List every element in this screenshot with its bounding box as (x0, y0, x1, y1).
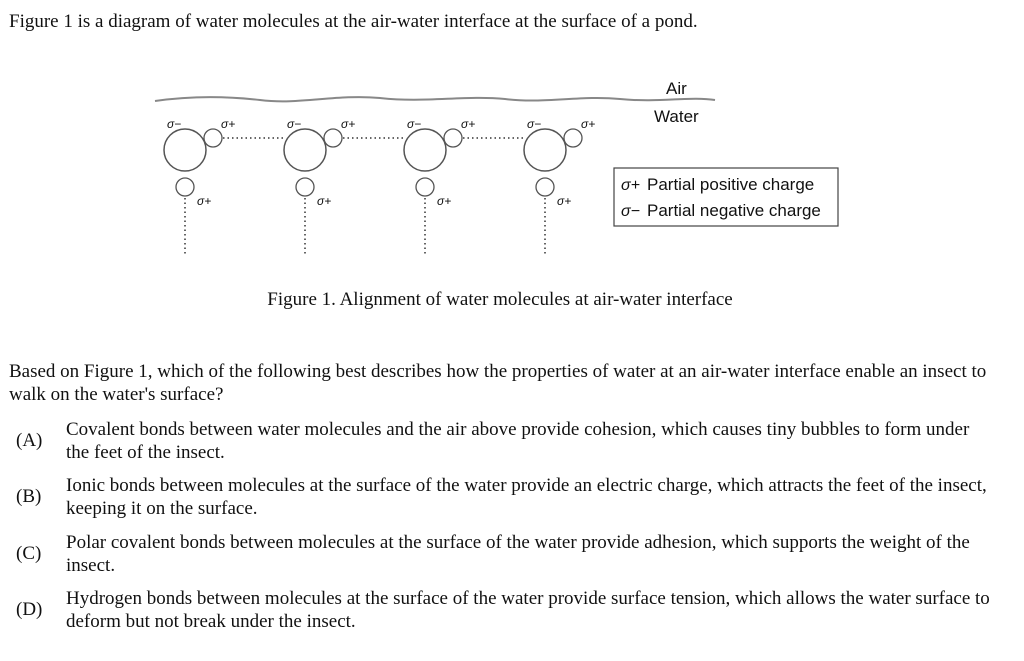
intro-text: Figure 1 is a diagram of water molecules at the air-water interface at the surface of a pond. (9, 11, 698, 32)
water-label: Water (654, 107, 699, 126)
choice-c-text: Polar covalent bonds between molecules at the surface of the water provide adhesion, which supports the weight of the insect. (66, 532, 970, 576)
hydrogen-atom-right-4 (564, 129, 582, 147)
hydrogen-atom-bottom-4 (536, 178, 554, 196)
positive-charge-label-2: σ+ (341, 117, 356, 131)
choice-c-letter: (C) (16, 543, 42, 564)
air-label: Air (666, 79, 687, 98)
choice-d-letter: (D) (16, 599, 43, 620)
legend-negative-text: Partial negative charge (647, 201, 821, 220)
legend-negative-symbol: σ− (621, 203, 640, 220)
choice-a-text: Covalent bonds between water molecules and the air above provide cohesion, which causes tiny bubbles to form under the feet of the insect. (66, 419, 970, 463)
molecule-row (164, 117, 595, 255)
oxygen-atom-3 (404, 129, 446, 171)
legend-positive-symbol: σ+ (621, 177, 640, 194)
water-molecules-figure (150, 70, 850, 270)
choice-b-text: Ionic bonds between molecules at the surface of the water provide an electric charge, which attracts the feet of the insect, keeping it on the surface. (66, 475, 987, 519)
oxygen-atom-4 (524, 129, 566, 171)
charge-legend (614, 168, 838, 226)
choice-d-text: Hydrogen bonds between molecules at the surface of the water provide surface tension, which allows the water surface to deform but not break under the insect. (66, 588, 990, 632)
hydrogen-atom-right-1 (204, 129, 222, 147)
negative-charge-label-1: σ− (167, 117, 182, 131)
negative-charge-label-3: σ− (407, 117, 422, 131)
positive-charge-label-3: σ+ (461, 117, 476, 131)
positive-charge-label-bottom-1: σ+ (197, 194, 212, 208)
positive-charge-label-4: σ+ (581, 117, 596, 131)
question-stem: Based on Figure 1, which of the following best describes how the properties of water at an air-water interface enable an insect to walk on the water's surface? (9, 361, 987, 405)
hydrogen-atom-bottom-2 (296, 178, 314, 196)
water-surface-line (155, 97, 715, 101)
hydrogen-atom-right-2 (324, 129, 342, 147)
legend-positive-text: Partial positive charge (647, 175, 815, 194)
negative-charge-label-4: σ− (527, 117, 542, 131)
hydrogen-atom-bottom-3 (416, 178, 434, 196)
choice-a-letter: (A) (16, 430, 43, 451)
negative-charge-label-2: σ− (287, 117, 302, 131)
figure-caption: Figure 1. Alignment of water molecules at air-water interface (267, 289, 733, 310)
hydrogen-atom-bottom-1 (176, 178, 194, 196)
oxygen-atom-2 (284, 129, 326, 171)
oxygen-atom-1 (164, 129, 206, 171)
hydrogen-atom-right-3 (444, 129, 462, 147)
positive-charge-label-bottom-2: σ+ (317, 194, 332, 208)
choice-b-letter: (B) (16, 486, 42, 507)
positive-charge-label-1: σ+ (221, 117, 236, 131)
positive-charge-label-bottom-4: σ+ (557, 194, 572, 208)
positive-charge-label-bottom-3: σ+ (437, 194, 452, 208)
